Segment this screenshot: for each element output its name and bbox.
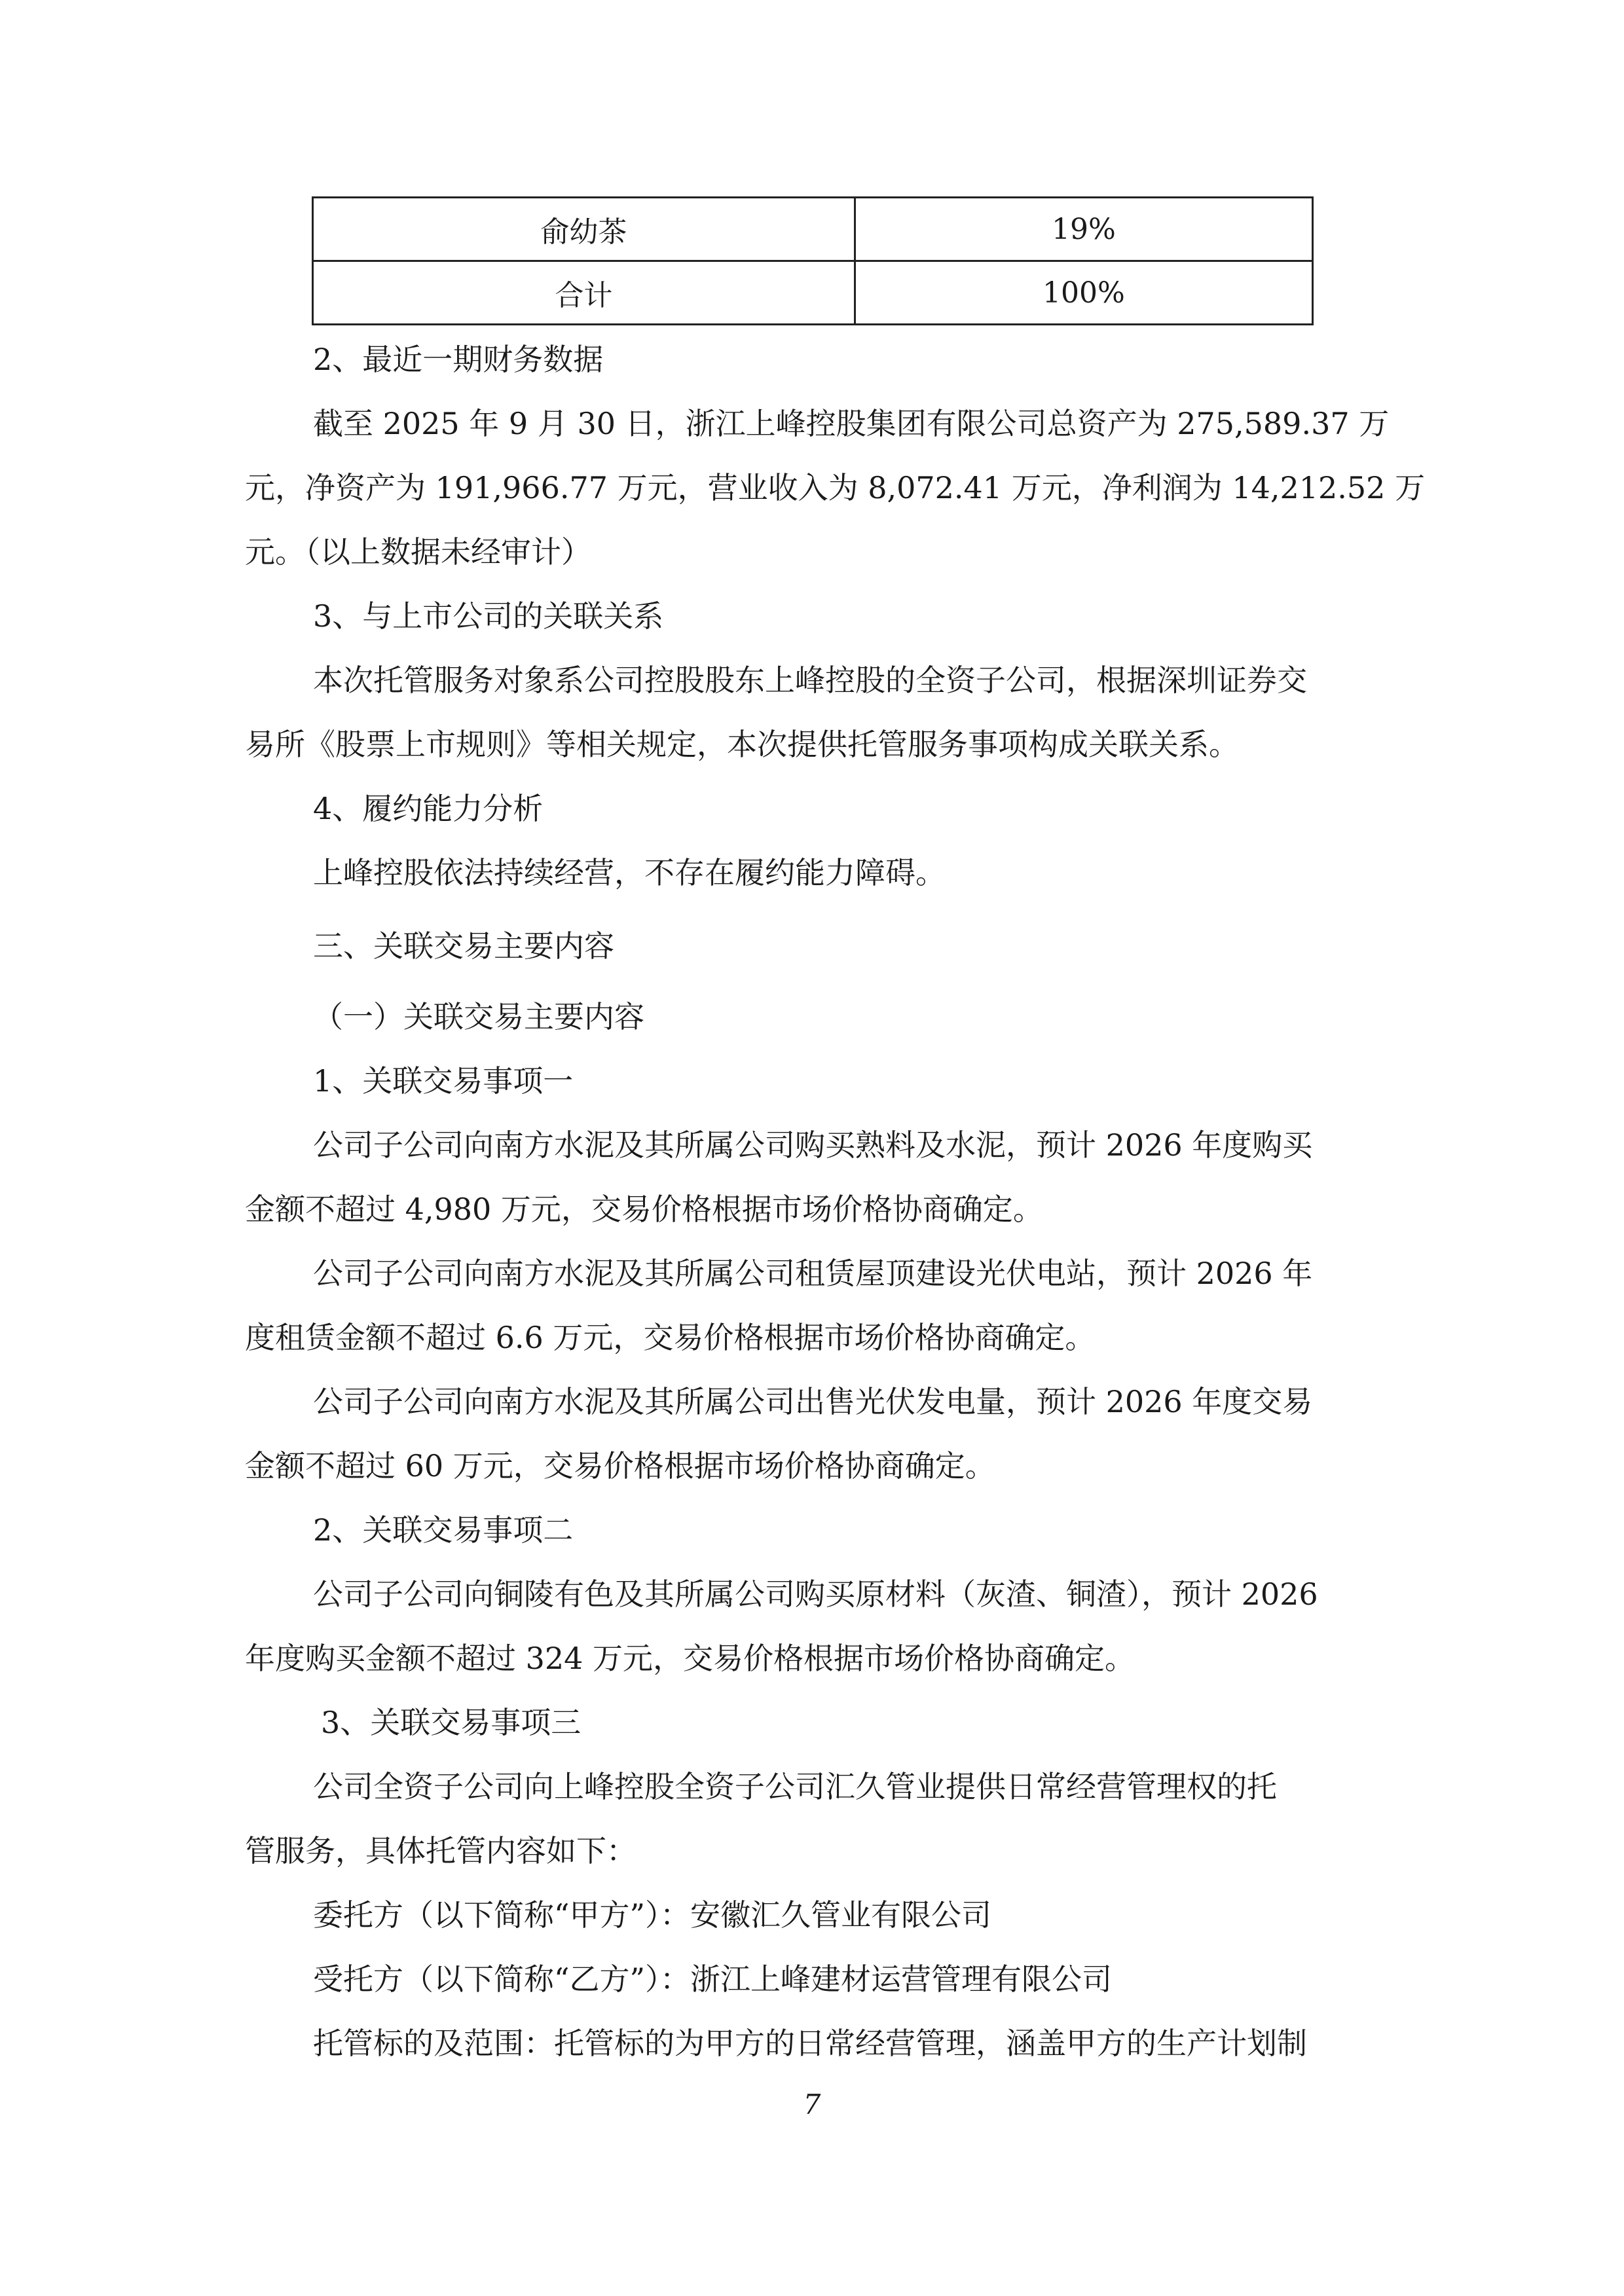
table-row — [313, 261, 1313, 325]
paragraph-line: 公司子公司向南方水泥及其所属公司购买熟料及水泥，预计 2026 年度购买 — [313, 1127, 1313, 1163]
section-heading-performance: 4、履约能力分析 — [313, 791, 544, 826]
shareholder-table — [312, 196, 1314, 325]
subsection-heading: （一）关联交易主要内容 — [313, 999, 644, 1034]
table-row — [313, 198, 1313, 261]
shareholder-share-cell: 19% — [855, 198, 1312, 261]
paragraph-line: 元，净资产为 191,966.77 万元，营业收入为 8,072.41 万元，净利润为 14,212.52 万 — [245, 470, 1426, 505]
total-label-cell: 合计 — [313, 261, 855, 325]
paragraph-line: 公司子公司向南方水泥及其所属公司租赁屋顶建设光伏电站，预计 2026 年 — [313, 1256, 1313, 1291]
paragraph-line: 度租赁金额不超过 6.6 万元，交易价格根据市场价格协商确定。 — [245, 1320, 1096, 1355]
entrusting-party: 委托方（以下简称“甲方”）：安徽汇久管业有限公司 — [313, 1897, 992, 1933]
shareholder-name-cell: 俞幼茶 — [313, 198, 855, 261]
paragraph-line: 年度购买金额不超过 324 万元，交易价格根据市场价格协商确定。 — [245, 1641, 1135, 1676]
paragraph-line: 公司子公司向南方水泥及其所属公司出售光伏发电量，预计 2026 年度交易 — [313, 1384, 1313, 1419]
paragraph-line: 管服务，具体托管内容如下： — [245, 1833, 637, 1868]
item-heading-1: 1、关联交易事项一 — [313, 1063, 574, 1099]
paragraph-line: 公司子公司向铜陵有色及其所属公司购买原材料（灰渣、铜渣），预计 2026 — [313, 1576, 1318, 1612]
chapter-heading: 三、关联交易主要内容 — [313, 928, 614, 964]
section-heading-financials: 2、最近一期财务数据 — [313, 342, 604, 377]
paragraph-line: 元。（以上数据未经审计） — [245, 534, 591, 570]
item-heading-2: 2、关联交易事项二 — [313, 1512, 574, 1548]
paragraph-line: 托管标的及范围：托管标的为甲方的日常经营管理，涵盖甲方的生产计划制 — [313, 2026, 1307, 2061]
paragraph-line: 上峰控股依法持续经营，不存在履约能力障碍。 — [313, 855, 946, 890]
total-share-cell: 100% — [855, 261, 1312, 325]
paragraph-line: 金额不超过 60 万元，交易价格根据市场价格协商确定。 — [245, 1448, 995, 1484]
paragraph-line: 本次托管服务对象系公司控股股东上峰控股的全资子公司，根据深圳证券交 — [313, 663, 1307, 698]
section-heading-relationship: 3、与上市公司的关联关系 — [313, 598, 664, 634]
paragraph-line: 金额不超过 4,980 万元，交易价格根据市场价格协商确定。 — [245, 1192, 1043, 1227]
item-heading-3: 3、关联交易事项三 — [321, 1705, 581, 1740]
paragraph-line: 截至 2025 年 9 月 30 日，浙江上峰控股集团有限公司总资产为 275,589.37 万 — [313, 406, 1390, 441]
entrusted-party: 受托方（以下简称“乙方”）：浙江上峰建材运营管理有限公司 — [313, 1961, 1113, 1997]
paragraph-line: 公司全资子公司向上峰控股全资子公司汇久管业提供日常经营管理权的托 — [313, 1769, 1277, 1804]
paragraph-line: 易所《股票上市规则》等相关规定，本次提供托管服务事项构成关联关系。 — [245, 727, 1239, 762]
page-number: 7 — [803, 2088, 821, 2121]
